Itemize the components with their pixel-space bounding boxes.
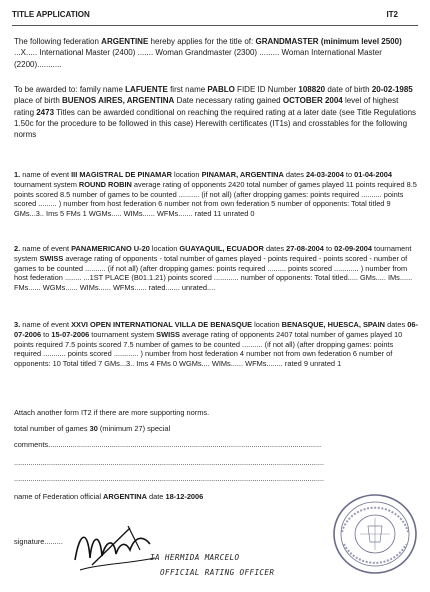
event-name: III MAGISTRAL DE PINAMAR [71,170,172,179]
official-date-value: 18-12-2006 [165,492,204,501]
applicant-text: FIDE ID Number [234,85,299,94]
title-gm: GRANDMASTER [255,37,319,46]
federation-value: ARGENTINE [101,37,149,46]
event-number: 1. [14,170,21,179]
event-text: tournament system [89,329,157,339]
applicant-text: first name [167,85,208,94]
applicant-text: Titles can be awarded conditional on reaching the required rating at a later date (see Title Regulations 1.50c for the procedure to be followed in this case) Herewith certificates (IT1s) and crosstables for the following norms [14,107,417,140]
handwritten-role: OFFICIAL RATING OFFICER [160,568,275,577]
blank-line: ....................................................................................................................................................... [14,458,325,467]
applicant-text: To be awarded to: family name [14,85,126,94]
event-text: tournament system [14,244,412,263]
applicant-text: level of highest rating [14,96,399,117]
event-name: XXVI OPEN INTERNATIONAL VILLA DE BENASQUE [71,320,253,329]
event-system: SWISS [156,329,180,339]
event-text: location [252,320,282,329]
highest-rating-value: 2473 [36,107,55,117]
event-date-to: 01-04-2004 [354,170,392,179]
intro-text: The following federation [14,37,102,46]
event-number: 3. [14,320,21,329]
event-text: to [323,244,335,253]
event-text: tournament system [14,179,79,189]
applicant-text: date of birth [325,85,372,94]
official-label: name of Federation official [14,492,104,501]
attach-note [14,408,418,418]
event-system: ROUND ROBIN [78,179,132,189]
event-text: dates [283,170,307,179]
intro-text: hereby applies for the title of: [148,37,256,46]
min-level: (minimum level 2500) [320,37,402,46]
event-location: GUAYAQUIL, ECUADOR [179,244,264,253]
event-3 [14,320,418,369]
event-text: location [149,244,180,253]
fide-id-value: 108820 [298,85,326,94]
attach-text: Attach another form IT2 if there are more supporting norms. [14,408,210,417]
event-text: location [172,170,202,179]
total-label: total number of games [14,424,90,433]
official-fed-value: ARGENTINA [103,492,147,501]
event-details: average rating of opponents 2407 total number of games played 10 points required 7.5 points scored 7.5 number of games to be counted .......... (if not all) (after dropping games: points required ........... points scored ............ ) number from host federation 4 number not from own federation 6 number of opponents: 10 Total titled 7 GMs...3.. Ims 4 FMs 0 WGMs.... WIMs...... WFMs........ rated 9 unrated 1 [14,329,403,369]
applicant-text: place of birth [14,96,63,106]
event-text: to [343,170,355,179]
event-1 [14,170,418,219]
dob-value: 20-02-1985 [371,85,413,94]
event-details: average rating of opponents 2420 total number of games played 11 points required 8.5 points scored 8.5 number of games to be counted .......... (if not all) (after dropping games: points required .......... points scored ......... ) number from host federation 6 number not from own federation 5 number of opponents: Total titled 9 GMs...3.. Ims 5 FMs 1 WGMs..... WIMs...... WFMs....... rated 11 unrated 0 [14,179,417,219]
event-location: PINAMAR, ARGENTINA [201,170,284,179]
blank-line: ....................................................................................................................................................... [14,474,325,483]
dots-line-1 [14,458,418,468]
event-2 [14,244,418,293]
federation-seal [330,492,420,576]
applicant-paragraph [14,84,418,141]
family-name-value: LAFUENTE [125,85,168,94]
event-text: name of event [20,244,72,253]
intro-paragraph [14,36,418,70]
total-games-value: 30 [89,424,98,433]
event-system: SWISS [39,253,64,263]
intro-text: ...X..... International Master (2400) ....... Woman Grandmaster (2300) ......... Woman International Master (2200)........... [14,48,382,69]
comments-text: comments..................................................................................................................................... [14,440,322,449]
rating-date-value: OCTOBER 2004 [282,96,343,106]
event-number: 2. [14,244,21,253]
event-text: dates [263,244,287,253]
total-rest: (minimum 27) special [97,424,171,433]
signature-label: signature......... [14,537,63,546]
pob-value: BUENOS AIRES, ARGENTINA [62,96,175,106]
header-rule [12,25,418,26]
event-date-from: 24-03-2004 [306,170,344,179]
event-text: dates [385,320,408,329]
event-date-from: 06-07-2006 [14,320,418,339]
event-date-to: 02-09-2004 [334,244,372,253]
signature-scribble [70,520,160,580]
event-text: to [41,329,52,339]
form-code: IT2 [386,10,398,19]
first-name-value: PABLO [207,85,235,94]
form-title: TITLE APPLICATION [12,10,90,19]
event-date-to: 15-07-2006 [51,329,90,339]
event-details: average rating of opponents - total number of games played - points required - points scored - number of games to be counted .......... (if not all) (after dropping games: points required ......... points scored ............ ) number from host federation ........ ...1ST PLACE (B01.1.21) points scored ............ number of opponents: Total titled..... GMs..... IMs...... FMs...... WGMs...... WIMs...... WFMs...... rated....... unrated.... [14,253,413,293]
applicant-text: Date necessary rating gained [174,96,283,106]
handwritten-name: IA HERMIDA MARCELO [150,553,240,562]
event-date-from: 27-08-2004 [286,244,324,253]
event-name: PANAMERICANO U-20 [71,244,150,253]
form-header [12,10,418,22]
dots-line-2 [14,474,418,484]
comments-line [14,440,418,450]
event-text: name of event [20,170,72,179]
event-location: BENASQUE, HUESCA, SPAIN [281,320,386,329]
total-games-line [14,424,418,434]
date-label: date [146,492,166,501]
event-text: name of event [20,320,72,329]
